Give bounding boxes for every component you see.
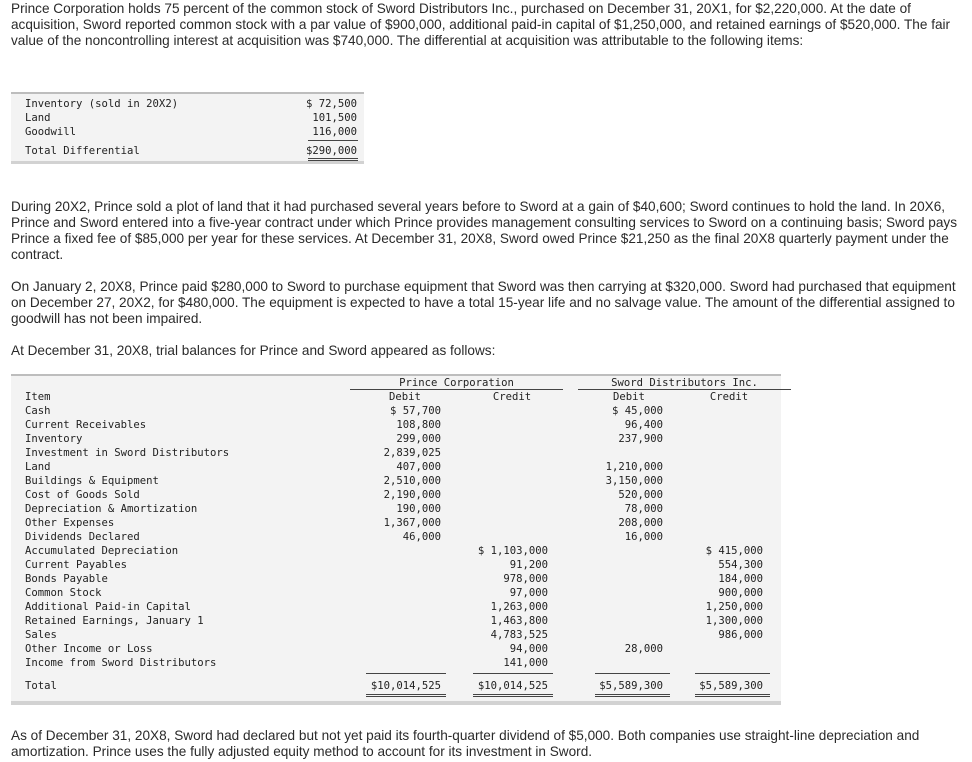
b-credit-value: 900,000 xyxy=(718,587,763,599)
table-row xyxy=(11,126,364,140)
table-row-item: Buildings & Equipment xyxy=(25,475,159,487)
b-credit-total: $5,589,300 xyxy=(699,680,763,692)
row-value: 101,500 xyxy=(312,112,357,124)
a-credit-value: 91,200 xyxy=(509,559,548,571)
table-row-item: Cash xyxy=(25,405,51,417)
row-label: Goodwill xyxy=(25,126,77,138)
table-row xyxy=(11,98,364,112)
b-debit-value: 28,000 xyxy=(624,643,663,655)
b-credit-value xyxy=(623,474,763,488)
a-credit-value: 1,463,800 xyxy=(490,615,548,627)
b-credit-value xyxy=(623,460,763,474)
table-row-item: Accumulated Depreciation xyxy=(25,545,179,557)
a-credit-value: 1,263,000 xyxy=(490,601,548,613)
total-double-rule xyxy=(308,158,358,159)
row-value: $ 72,500 xyxy=(305,98,357,110)
subtotal-rule xyxy=(308,140,358,141)
table-row-item: Investment in Sword Distributors xyxy=(25,447,230,459)
b-credit-value xyxy=(623,530,763,544)
b-debit-value: 78,000 xyxy=(624,503,663,515)
item-column-header: Item xyxy=(25,391,51,403)
land-paragraph: During 20X2, Prince sold a plot of land that it had purchased several years before to Sword at a gain of $40,600; Sword continues to hold the land. In 20X6, Prince and Sword entered into a five-year contract under which Prince provides management consulting services to Sword on a continuing basis; Sword pays Prince a fixed fee of $85,000 per year for these services. At December 31, 20X8, Sword owed Prince $21,250 as the final 20X8 quarterly payment under the contract. xyxy=(11,199,958,262)
total-double-rule xyxy=(595,694,670,695)
b-debit-total: $5,589,300 xyxy=(599,680,663,692)
table-row xyxy=(11,112,364,126)
a-credit-value: 94,000 xyxy=(509,643,548,655)
a-debit-value: 2,839,025 xyxy=(383,447,441,459)
b-credit-value: 554,300 xyxy=(718,559,763,571)
a-debit-value: 108,800 xyxy=(396,419,441,431)
table-row-item: Bonds Payable xyxy=(25,573,108,585)
a-credit-total: $10,014,525 xyxy=(477,680,548,692)
a-credit-value: $ 1,103,000 xyxy=(477,545,548,557)
total-single-rule xyxy=(366,673,446,674)
table-row-item: Depreciation & Amortization xyxy=(25,503,198,515)
total-double-rule xyxy=(366,694,446,695)
b-credit-value xyxy=(623,432,763,446)
b-debit-value: 1,210,000 xyxy=(605,461,663,473)
total-double-rule xyxy=(366,696,446,697)
b-credit-value: 184,000 xyxy=(718,573,763,585)
a-debit-total: $10,014,525 xyxy=(370,680,441,692)
b-credit-value xyxy=(623,404,763,418)
b-credit-header: Credit xyxy=(709,391,749,403)
table-row-item: Other Income or Loss xyxy=(25,643,153,655)
a-debit-value: 2,190,000 xyxy=(383,489,441,501)
table-row-item: Other Expenses xyxy=(25,517,115,529)
b-debit-value: 96,400 xyxy=(624,419,663,431)
table-row-item: Retained Earnings, January 1 xyxy=(25,615,204,627)
a-credit-value: 97,000 xyxy=(509,587,548,599)
a-debit-value: 407,000 xyxy=(396,461,441,473)
b-credit-value xyxy=(623,418,763,432)
b-debit-value: 16,000 xyxy=(624,531,663,543)
a-credit-value: 978,000 xyxy=(503,573,548,585)
total-double-rule xyxy=(473,694,553,695)
a-credit-value: 141,000 xyxy=(503,657,548,669)
table-bottom-rule xyxy=(11,161,364,164)
b-credit-value: $ 415,000 xyxy=(705,545,763,557)
final-paragraph: As of December 31, 20X8, Sword had declared but not yet paid its fourth-quarter dividend of $5,000. Both companies use straight-line depreciation and amortization. Prince uses the fully adjusted equity method to account for its investment in Sword. xyxy=(11,728,920,759)
b-credit-value xyxy=(623,642,763,656)
total-single-rule xyxy=(595,673,670,674)
b-debit-header: Debit xyxy=(613,391,645,403)
a-credit-value: 4,783,525 xyxy=(490,629,548,641)
intro-paragraph: Prince Corporation holds 75 percent of the common stock of Sword Distributors Inc., purchased on December 31, 20X1, for $2,220,000. At the date of acquisition, Sword reported common stock with a par value of $900,000, additional paid-in capital of $1,250,000, and retained earnings of $520,000. The fair value of the noncontrolling interest at acquisition was $740,000. The differential at acquisition was attributable to the following items: xyxy=(11,1,951,48)
a-debit-header: Debit xyxy=(389,391,421,403)
b-credit-value xyxy=(623,656,763,670)
table-top-rule xyxy=(11,92,364,94)
company-b-header: Sword Distributors Inc. xyxy=(611,377,758,389)
total-value: $290,000 xyxy=(305,145,357,157)
differential-table xyxy=(11,92,364,164)
table-row-item: Current Payables xyxy=(25,559,128,571)
equipment-paragraph: On January 2, 20X8, Prince paid $280,000 to Sword to purchase equipment that Sword was then carrying at $320,000. Sword had purchased that equipment on December 27, 20X2, for $480,000. The equipment is expected to have a total 15-year life and no salvage value. The amount of the differential assigned to goodwill has not been impaired. xyxy=(11,279,956,326)
total-row-item: Total xyxy=(25,680,57,692)
total-double-rule xyxy=(695,696,770,697)
b-debit-value: $ 45,000 xyxy=(611,405,663,417)
total-single-rule xyxy=(473,673,553,674)
row-value: 116,000 xyxy=(312,126,357,138)
a-debit-value: $ 57,700 xyxy=(389,405,441,417)
b-credit-value xyxy=(623,516,763,530)
b-credit-value: 1,300,000 xyxy=(705,615,763,627)
total-single-rule xyxy=(695,673,770,674)
b-debit-value: 237,900 xyxy=(618,433,663,445)
total-double-rule xyxy=(695,694,770,695)
a-debit-value: 2,510,000 xyxy=(383,475,441,487)
total-double-rule xyxy=(595,696,670,697)
total-label: Total Differential xyxy=(25,145,140,157)
a-credit-header: Credit xyxy=(492,391,532,403)
a-debit-value: 299,000 xyxy=(396,433,441,445)
row-label: Land xyxy=(25,112,51,124)
b-credit-value xyxy=(623,446,763,460)
table-row-item: Land xyxy=(25,461,51,473)
table-row-item: Common Stock xyxy=(25,587,102,599)
b-debit-value: 520,000 xyxy=(618,489,663,501)
total-row xyxy=(11,145,364,159)
b-credit-value xyxy=(623,488,763,502)
total-double-rule xyxy=(473,696,553,697)
trial-balance-table xyxy=(11,374,781,705)
b-credit-value xyxy=(623,502,763,516)
company-a-header: Prince Corporation xyxy=(399,377,514,389)
table-row-item: Income from Sword Distributors xyxy=(25,657,217,669)
b-debit-value: 3,150,000 xyxy=(605,475,663,487)
table-row-item: Dividends Declared xyxy=(25,531,140,543)
b-debit-value: 208,000 xyxy=(618,517,663,529)
b-credit-value: 1,250,000 xyxy=(705,601,763,613)
table-row-item: Cost of Goods Sold xyxy=(25,489,140,501)
table-row-item: Sales xyxy=(25,629,57,641)
a-debit-value: 190,000 xyxy=(396,503,441,515)
b-credit-value: 986,000 xyxy=(718,629,763,641)
trial-balance-intro: At December 31, 20X8, trial balances for Prince and Sword appeared as follows: xyxy=(11,343,496,358)
table-bottom-rule xyxy=(11,701,781,705)
table-row-item: Additional Paid-in Capital xyxy=(25,601,191,613)
a-debit-value: 46,000 xyxy=(402,531,441,543)
table-row-item: Inventory xyxy=(25,433,83,445)
a-debit-value: 1,367,000 xyxy=(383,517,441,529)
row-label: Inventory (sold in 20X2) xyxy=(25,98,179,110)
table-row-item: Current Receivables xyxy=(25,419,147,431)
